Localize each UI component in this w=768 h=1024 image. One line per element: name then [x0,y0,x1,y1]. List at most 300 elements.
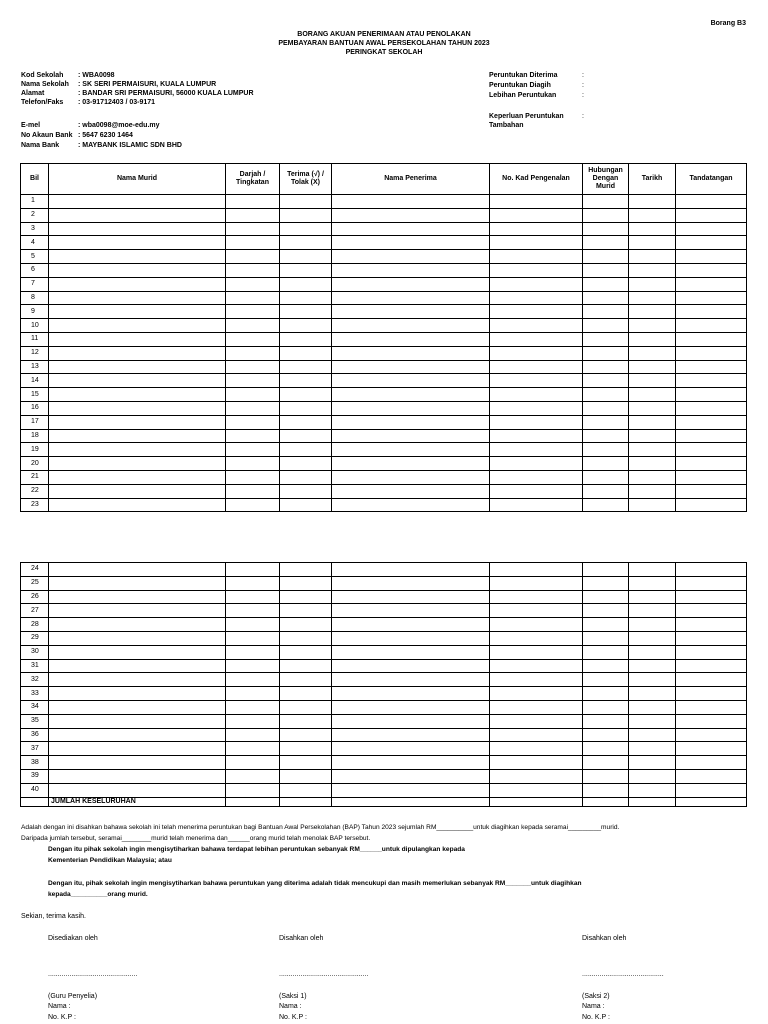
table-row [21,769,747,783]
table-cell [280,360,332,374]
table-cell [629,305,676,319]
table-cell [226,443,280,457]
table-row [21,783,747,797]
table-cell [332,470,490,484]
table-cell [583,332,629,346]
table-cell [332,563,490,577]
col-header-nama-penerima: Nama Penerima [332,164,490,195]
table-cell [629,415,676,429]
table-cell [280,277,332,291]
table-cell [490,291,583,305]
row-number: 16 [21,401,49,415]
table-cell [490,208,583,222]
signature-heading: Disediakan oleh [48,935,98,942]
allocation-surplus-row: Lebihan Peruntukan : [489,92,584,99]
table-row [21,443,747,457]
row-number: 30 [21,645,49,659]
table-cell [583,687,629,701]
table-cell [490,374,583,388]
table-cell [629,756,676,770]
table-cell [490,659,583,673]
table-cell [280,305,332,319]
row-number: 35 [21,714,49,728]
table-cell [49,388,226,402]
table-cell [332,195,490,209]
table-cell [629,457,676,471]
table-cell [629,346,676,360]
table-cell [49,236,226,250]
table-cell [583,604,629,618]
col-header-hubungan: Hubungan Dengan Murid [583,164,629,195]
table-cell [226,319,280,333]
table-cell [280,195,332,209]
table-cell [332,346,490,360]
table-cell [583,374,629,388]
table-cell [332,484,490,498]
table-cell [490,250,583,264]
table-cell [226,484,280,498]
row-number: 3 [21,222,49,236]
table-cell [490,277,583,291]
table-cell [676,659,747,673]
table-cell [280,797,332,806]
table-cell [676,576,747,590]
table-cell [490,673,583,687]
table-cell [226,590,280,604]
table-cell [490,769,583,783]
table-cell [226,797,280,806]
table-row [21,208,747,222]
table-cell [280,263,332,277]
table-cell [676,457,747,471]
table-cell [583,576,629,590]
table-cell [490,484,583,498]
table-cell [49,590,226,604]
col-header-tarikh: Tarikh [629,164,676,195]
table-cell [226,576,280,590]
table-row [21,484,747,498]
row-number: 19 [21,443,49,457]
bank-account-row: No Akaun Bank : 5647 6230 1464 [21,132,133,139]
table-cell [226,700,280,714]
table-cell [490,429,583,443]
table-cell [629,563,676,577]
row-number: 9 [21,305,49,319]
table-row [21,388,747,402]
row-number: 5 [21,250,49,264]
table-cell [280,700,332,714]
col-header-darjah: Darjah / Tingkatan [226,164,280,195]
table-row [21,401,747,415]
table-cell [490,457,583,471]
table-cell [49,484,226,498]
table-cell [676,590,747,604]
table-cell [280,631,332,645]
table-cell [226,360,280,374]
table-cell [332,728,490,742]
table-cell [490,388,583,402]
row-number: 7 [21,277,49,291]
table-cell [490,563,583,577]
table-cell [49,742,226,756]
table-cell [676,250,747,264]
allocation-received-row: Peruntukan Diterima : [489,72,584,79]
table-cell [49,291,226,305]
table-cell [280,319,332,333]
table-cell [226,346,280,360]
table-cell [280,250,332,264]
table-cell [629,742,676,756]
table-cell [226,498,280,512]
table-cell [583,742,629,756]
table-cell [280,783,332,797]
table-cell [676,263,747,277]
signature-heading: Disahkan oleh [279,935,324,942]
table-cell [49,618,226,632]
table-cell [332,401,490,415]
table-cell [49,576,226,590]
table-cell [629,590,676,604]
table-cell [583,415,629,429]
row-number: 37 [21,742,49,756]
table-cell [332,645,490,659]
table-cell [676,388,747,402]
table-cell [49,222,226,236]
table-cell [280,208,332,222]
table-cell [629,332,676,346]
signature-role: (Guru Penyelia) [48,993,98,1000]
row-number: 33 [21,687,49,701]
row-number: 4 [21,236,49,250]
table-row [21,498,747,512]
table-cell [676,604,747,618]
table-cell [583,631,629,645]
row-number: 15 [21,388,49,402]
table-row [21,618,747,632]
table-cell [226,687,280,701]
table-cell [332,415,490,429]
table-cell [676,429,747,443]
table-cell [49,714,226,728]
table-cell [332,783,490,797]
table-cell [49,700,226,714]
table-cell [629,470,676,484]
row-number: 26 [21,590,49,604]
row-number: 22 [21,484,49,498]
col-header-terima-tolak: Terima (√) / Tolak (X) [280,164,332,195]
table-cell [332,498,490,512]
table-cell [676,631,747,645]
col-header-bil: Bil [21,164,49,195]
table-cell [629,783,676,797]
table-cell [583,498,629,512]
table-cell [332,604,490,618]
table-cell [49,728,226,742]
table-cell [332,797,490,806]
phone-fax-row: Telefon/Faks : 03-91712403 / 03-9171 [21,99,156,106]
option-2-line-2: kepada__________orang murid. [48,891,148,898]
table-row [21,374,747,388]
table-cell [280,590,332,604]
table-cell [49,498,226,512]
row-number: 36 [21,728,49,742]
table-cell [332,457,490,471]
table-cell [226,429,280,443]
table-cell [676,618,747,632]
table-cell [629,374,676,388]
row-number: 34 [21,700,49,714]
row-number: 10 [21,319,49,333]
col-header-tandatangan: Tandatangan [676,164,747,195]
table-cell [583,222,629,236]
table-cell [280,563,332,577]
table-cell [629,291,676,305]
row-number: 14 [21,374,49,388]
table-cell [629,388,676,402]
table-cell [226,769,280,783]
table-cell [49,374,226,388]
table-cell [226,208,280,222]
table-cell [583,563,629,577]
table-cell [676,687,747,701]
table-cell [490,443,583,457]
table-cell [676,236,747,250]
table-cell [676,401,747,415]
signature-id-label: No. K.P : [582,1014,610,1021]
table-cell [49,208,226,222]
table-cell [280,415,332,429]
table-cell [280,576,332,590]
table-cell [332,388,490,402]
title-line-3: PERINGKAT SEKOLAH [345,49,423,56]
signature-line: .............................................. [48,971,138,978]
table-cell [226,415,280,429]
table-cell [629,263,676,277]
table-row [21,319,747,333]
table-cell [332,714,490,728]
table-cell [490,797,583,806]
signature-name-label: Nama : [582,1003,605,1010]
table-cell [629,250,676,264]
table-cell [332,208,490,222]
table-cell [490,263,583,277]
table-cell [280,429,332,443]
table-cell [49,443,226,457]
table-cell [226,756,280,770]
table-cell [583,700,629,714]
table-cell [676,645,747,659]
table-cell [332,332,490,346]
row-number: 6 [21,263,49,277]
table-cell [49,563,226,577]
table-cell [676,563,747,577]
table-cell [676,208,747,222]
signature-line: .......................................... [582,971,664,978]
table-cell [280,673,332,687]
table-cell [226,277,280,291]
table-cell [332,429,490,443]
table-cell [583,443,629,457]
table-cell [583,291,629,305]
table-cell [49,360,226,374]
allocation-additional-cont: Tambahan [489,122,524,129]
table-cell [332,576,490,590]
table-cell [226,457,280,471]
table-cell [49,769,226,783]
table-cell [332,222,490,236]
table-cell [280,687,332,701]
table-cell [490,401,583,415]
table-row [21,645,747,659]
address-row: Alamat : BANDAR SRI PERMAISURI, 56000 KUALA LUMPUR [21,90,254,97]
table-row [21,277,747,291]
table-cell [629,659,676,673]
email-row: E-mel : wba0098@moe-edu.my [21,122,160,129]
table-cell [583,714,629,728]
table-row [21,346,747,360]
table-cell [676,498,747,512]
table-cell [332,631,490,645]
table-cell [490,576,583,590]
table-cell [226,250,280,264]
table-cell [280,374,332,388]
row-number: 32 [21,673,49,687]
table-cell [490,415,583,429]
table-cell [21,797,49,806]
table-cell [629,208,676,222]
table-cell [583,728,629,742]
table-row [21,305,747,319]
row-number: 20 [21,457,49,471]
table-cell [49,263,226,277]
table-cell [490,305,583,319]
table-cell [332,590,490,604]
signature-id-label: No. K.P : [48,1014,76,1021]
table-row [21,457,747,471]
table-cell [226,401,280,415]
table-cell [226,631,280,645]
table-cell [226,332,280,346]
table-cell [226,374,280,388]
table-cell [490,728,583,742]
table-row [21,250,747,264]
table-cell [280,484,332,498]
declaration-line-1: Adalah dengan ini disahkan bahawa sekolah ini telah menerima peruntukan bagi Bantuan Awal Persekolahan (BAP) Tahun 2023 sejumlah RM__________untuk diagihkan kepada seramai_________murid. [21,824,620,831]
table-cell [676,222,747,236]
table-row [21,714,747,728]
table-cell [332,687,490,701]
table-cell [490,631,583,645]
school-code-row: Kod Sekolah : WBA0098 [21,72,115,79]
table-cell [490,470,583,484]
table-cell [280,714,332,728]
row-number: 11 [21,332,49,346]
table-cell [490,687,583,701]
row-number: 23 [21,498,49,512]
table-cell [583,250,629,264]
table-cell [583,429,629,443]
table-cell [583,401,629,415]
table-row [21,742,747,756]
table-cell [583,236,629,250]
table-cell [583,208,629,222]
bank-name-row: Nama Bank : MAYBANK ISLAMIC SDN BHD [21,142,182,149]
signature-id-label: No. K.P : [279,1014,307,1021]
table-cell [49,250,226,264]
table-cell [676,700,747,714]
table-cell [583,263,629,277]
table-cell [629,618,676,632]
table-cell [583,305,629,319]
col-header-no-kp: No. Kad Pengenalan [490,164,583,195]
allocation-additional-row: Keperluan Peruntukan : [489,113,584,120]
table-cell [49,457,226,471]
table-row [21,415,747,429]
table-cell [583,769,629,783]
table-row [21,673,747,687]
table-cell [583,645,629,659]
table-cell [676,783,747,797]
table-row [21,590,747,604]
form-code: Borang B3 [710,20,746,27]
table-cell [676,769,747,783]
table-cell [49,645,226,659]
declaration-line-2: Daripada jumlah tersebut, seramai________murid telah menerima dan______orang murid telah menolak BAP tersebut. [21,835,371,842]
table-cell [226,195,280,209]
table-cell [583,457,629,471]
row-number: 13 [21,360,49,374]
table-cell [332,374,490,388]
table-row [21,576,747,590]
table-cell [676,797,747,806]
option-2-line-1: Dengan itu, pihak sekolah ingin mengisytiharkan bahawa peruntukan yang diterima adalah tidak mencukupi dan masih memerlukan sebanyak RM_______untuk diagihkan [48,880,582,887]
table-row [21,563,747,577]
table-cell [676,728,747,742]
table-cell [280,470,332,484]
table-cell [490,319,583,333]
table-cell [226,673,280,687]
table-cell [676,443,747,457]
table-cell [490,742,583,756]
table-cell [490,195,583,209]
table-cell [280,604,332,618]
table-cell [676,346,747,360]
table-cell [280,457,332,471]
table-cell [226,714,280,728]
row-number: 12 [21,346,49,360]
row-number: 28 [21,618,49,632]
table-cell [490,700,583,714]
table-cell [226,291,280,305]
option-1-line-1: Dengan itu pihak sekolah ingin mengisytiharkan bahawa terdapat lebihan peruntukan sebanyak RM______untuk dipulangkan kepada [48,846,465,853]
table-cell [490,590,583,604]
table-cell [676,305,747,319]
table-cell [676,277,747,291]
table-cell [490,346,583,360]
row-number: 39 [21,769,49,783]
table-cell [332,263,490,277]
signature-name-label: Nama : [48,1003,71,1010]
table-cell [49,673,226,687]
table-cell [583,360,629,374]
table-cell [676,756,747,770]
table-cell [629,714,676,728]
table-row [21,700,747,714]
table-cell [49,659,226,673]
table-cell [332,756,490,770]
table-cell [49,470,226,484]
table-cell [583,783,629,797]
